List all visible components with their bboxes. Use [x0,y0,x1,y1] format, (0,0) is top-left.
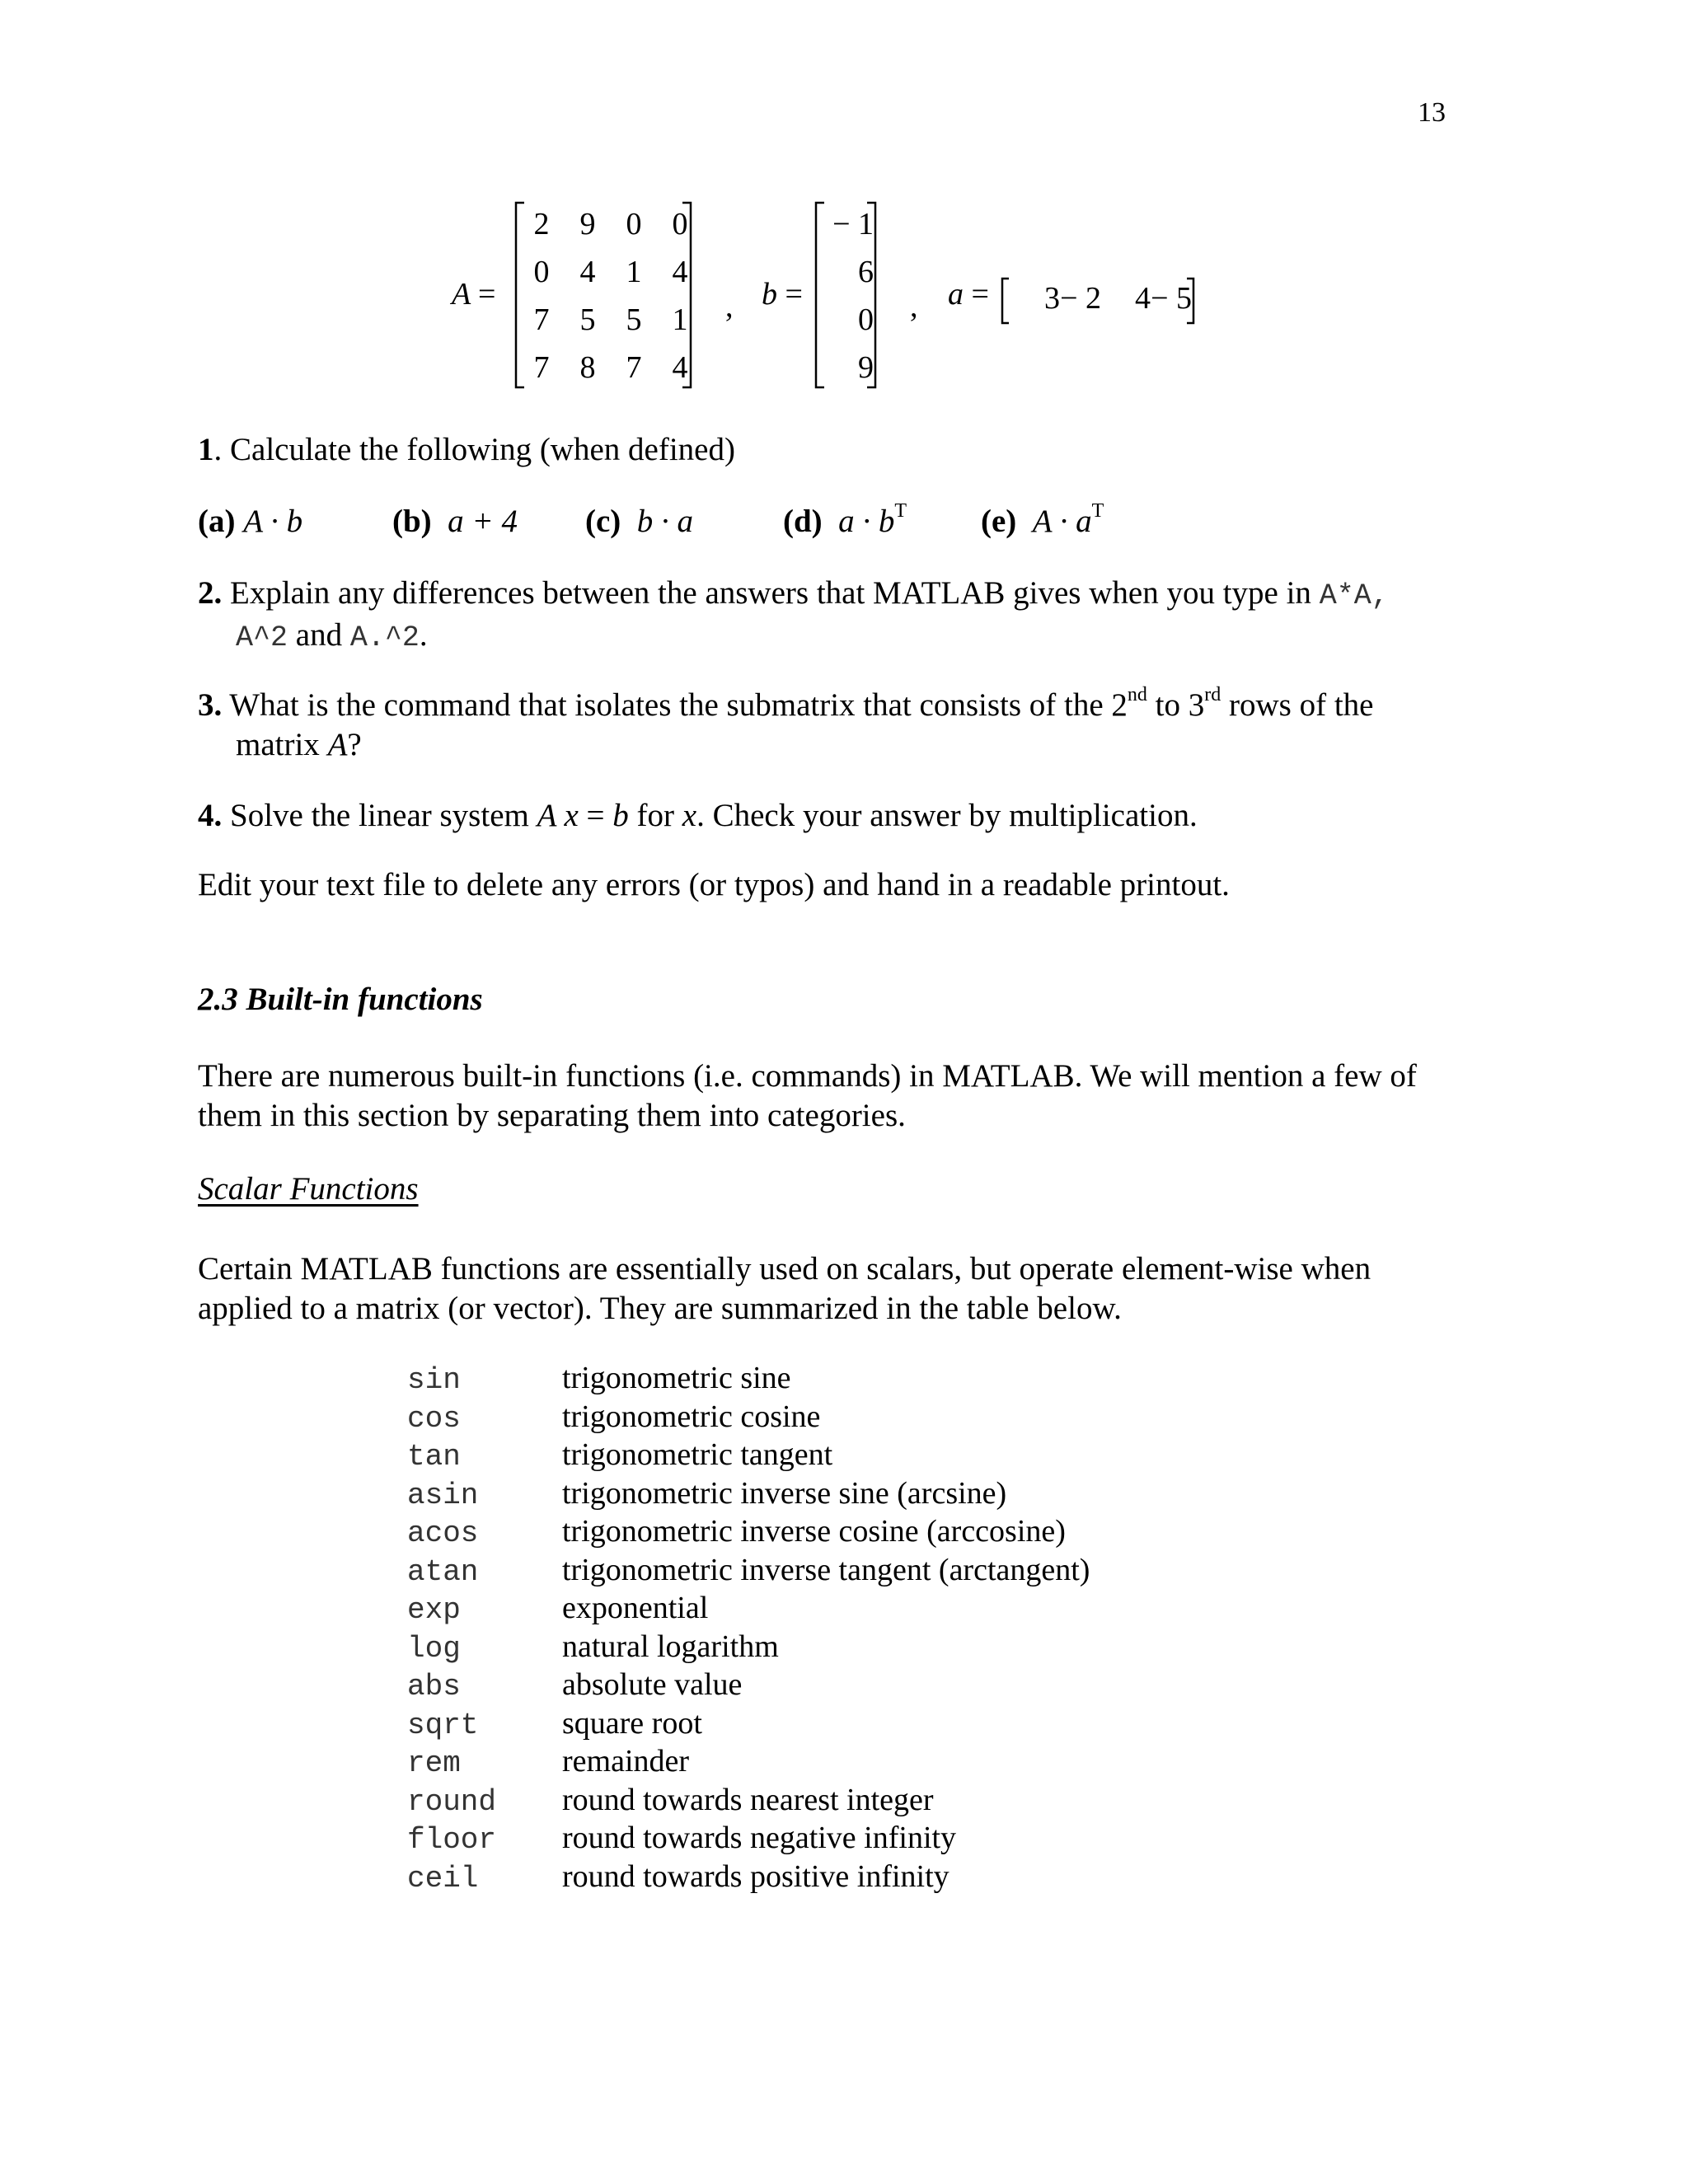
vector-a-cell: − 5 [1151,281,1192,316]
function-row [407,1436,1231,1475]
matrix-a-cell: 4 [672,255,688,289]
function-row [407,1705,1231,1744]
question-3-number: 3. [198,687,223,723]
section-intro: There are numerous built-in functions (i.e. commands) in MATLAB. We will mention a few of them in this section by separating them into categories. [198,1058,1417,1133]
function-row [407,1475,1231,1514]
scalar-functions-heading: Scalar Functions [198,1171,419,1207]
function-description: absolute value [562,1667,743,1702]
matrix-a-cell: 7 [626,350,642,385]
part-e: (e) $A \cdot a^T$ [981,500,1104,539]
vector-a-cell: − 2 [1060,281,1101,316]
code-a-squared: A^2 [236,621,288,654]
vector-b [814,201,880,389]
matrix-a-cell: 7 [533,350,550,385]
vector-b-cell: 9 [858,350,874,385]
function-description: trigonometric inverse tangent (arctangent) [562,1552,1090,1587]
vector-b-label: b = [762,277,803,312]
function-row [407,1552,1231,1591]
function-name: rem [407,1746,461,1780]
function-name: atan [407,1554,479,1589]
question-4: 4. Solve the linear system A x = b for x. Check your answer by multiplication. [198,798,1198,833]
function-name: asin [407,1478,479,1512]
function-name: floor [407,1823,497,1857]
matrix-a-cell: 9 [579,207,596,241]
edit-note: Edit your text file to delete any errors (or typos) and hand in a readable printout. [198,867,1230,902]
function-name: cos [407,1401,461,1436]
matrix-a-label: A = [452,277,496,312]
question-1-parts [198,500,1187,544]
function-description: exponential [562,1591,709,1625]
matrix-a-cell: 8 [579,350,596,385]
function-name: abs [407,1670,461,1704]
matrix-a-cell: 4 [672,350,688,385]
vector-a-cell: 3 [1044,281,1060,316]
vector-b-cell: 0 [858,302,874,337]
function-description: trigonometric inverse sine (arcsine) [562,1475,1007,1511]
function-row [407,1782,1231,1821]
function-row [407,1743,1231,1782]
matrix-a-cell: 0 [626,207,642,241]
comma-2: , [910,289,918,324]
vector-b-cell: 6 [858,255,874,289]
matrix-definitions [452,198,1276,396]
comma-1: , [725,289,734,324]
matrix-a-cell: 2 [533,207,550,241]
function-description: square root [562,1705,702,1741]
function-name: tan [407,1440,461,1474]
function-description: trigonometric tangent [562,1437,833,1472]
function-row [407,1513,1231,1552]
matrix-a-cell: 1 [626,255,642,289]
part-b: (b) a + 4 [392,504,518,539]
matrix-a-cell: 1 [672,302,688,337]
matrix-a-cell: 7 [533,302,550,337]
function-row [407,1820,1231,1858]
function-description: trigonometric cosine [562,1399,821,1434]
function-name: sin [407,1363,461,1397]
question-4-number: 4. [198,798,223,833]
function-row [407,1360,1231,1399]
question-1 [198,430,735,470]
matrix-a-cell: 0 [672,207,688,241]
function-row [407,1399,1231,1437]
function-name: sqrt [407,1708,479,1742]
function-name: acos [407,1516,479,1550]
function-name: round [407,1784,497,1819]
function-description: round towards negative infinity [562,1821,957,1855]
question-1-number: 1 [198,432,214,467]
code-a-times-a: A*A, [1319,579,1389,612]
function-name: log [407,1631,461,1666]
function-name: ceil [407,1861,479,1896]
question-1-text: . Calculate the following (when defined) [213,432,735,467]
function-description: natural logarithm [562,1629,779,1664]
question-3: 3. What is the command that isolates the submatrix that consists of the 2nd to 3rd rows of the matrix A? [198,684,1374,762]
function-name: exp [407,1593,461,1627]
matrix-a-cell: 0 [533,255,550,289]
part-a: (a) A · b [198,504,303,539]
vector-a-cell: 4 [1135,281,1151,316]
question-2: 2. Explain any differences between the answers that MATLAB gives when you type in A*A, A^2 and A.^2. [198,575,1389,654]
matrix-a-cell: 4 [579,255,596,289]
code-a-elementwise-squared: A.^2 [349,621,420,654]
function-description: round towards positive infinity [562,1858,950,1894]
page-number: 13 [1418,97,1446,128]
matrix-a-cell: 5 [579,302,596,337]
function-row [407,1858,1231,1897]
scalar-functions-table [407,1360,1231,1896]
section-heading: 2.3 Built-in functions [198,982,483,1017]
vector-a [1001,279,1198,320]
function-description: trigonometric sine [562,1361,791,1395]
matrix-a-cell: 5 [626,302,642,337]
part-c: (c) b · a [585,504,694,539]
function-row [407,1666,1231,1705]
function-description: remainder [562,1744,690,1779]
function-description: round towards nearest integer [562,1782,934,1817]
function-row [407,1629,1231,1667]
vector-a-label: a = [948,277,989,312]
matrix-a [513,201,694,389]
vector-b-cell: − 1 [832,207,874,241]
scalar-functions-paragraph: Certain MATLAB functions are essentially used on scalars, but operate element-wise when applied to a matrix (or vector). They are summarized in the table below. [198,1251,1372,1326]
part-d: (d) $a \cdot b^T$ [783,500,907,539]
question-2-number: 2. [198,575,223,611]
function-row [407,1590,1231,1629]
function-description: trigonometric inverse cosine (arccosine) [562,1514,1066,1549]
